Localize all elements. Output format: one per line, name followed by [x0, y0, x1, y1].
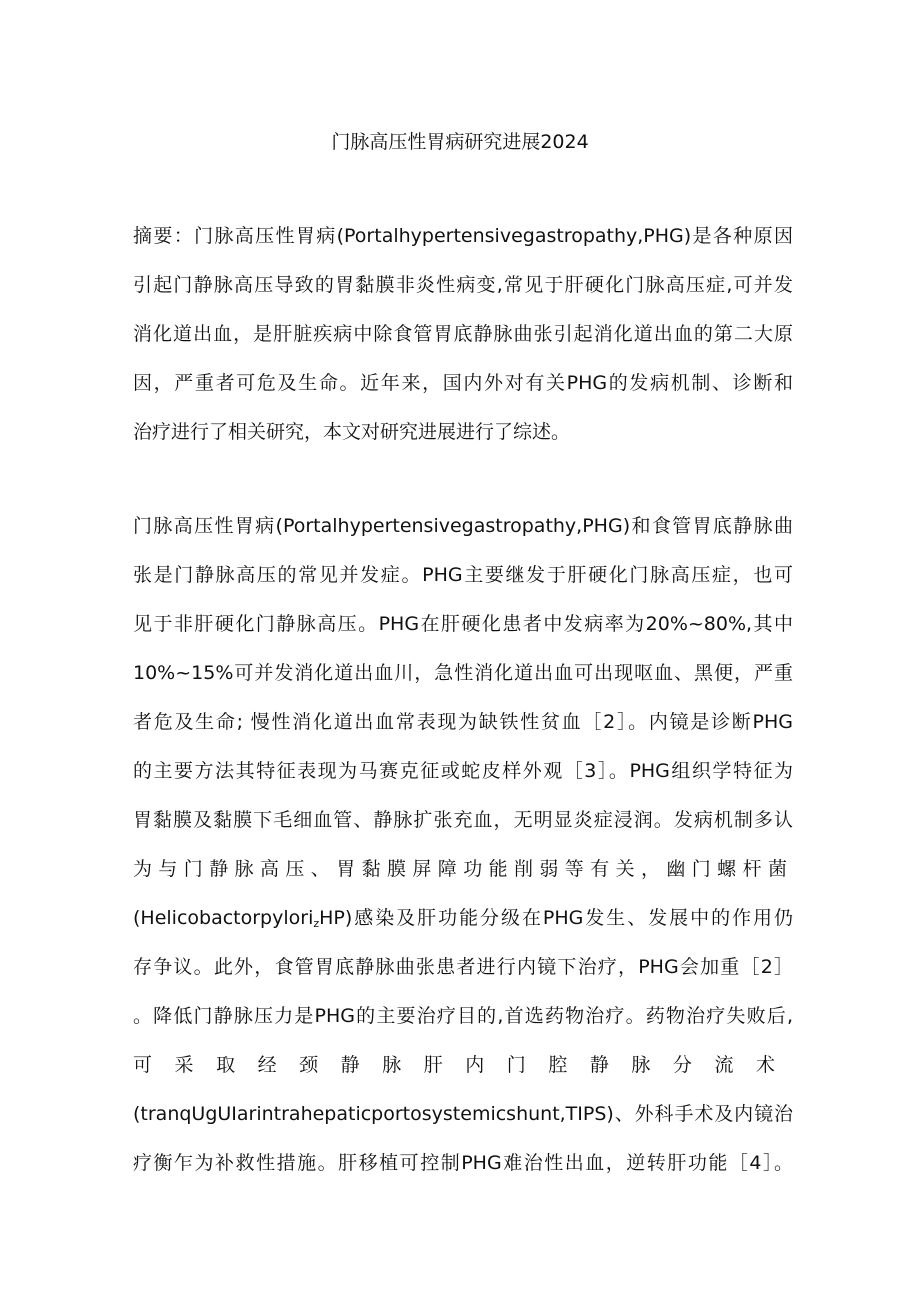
body-line: 10%~15%可并发消化道出血川，急性消化道出血可出现呕血、黑便，严重	[133, 662, 793, 684]
body-line: 。降低门静脉压力是PHG的主要治疗目的,首选药物治疗。药物治疗失败后,	[133, 1005, 793, 1027]
body-line: 门脉高压性胃病(Portalhypertensivegastropathy,PHG)和食管胃底静脉曲	[133, 515, 793, 537]
subscript: z	[313, 917, 320, 930]
body-line: 见于非肝硬化门静脉高压。PHG在肝硬化患者中发病率为20%~80%,其中	[133, 613, 793, 635]
body-line: 为与门静脉高压、胃黏膜屏障功能削弱等有关，幽门螺杆菌	[133, 858, 793, 880]
abstract-line: 消化道出血，是肝脏疾病中除食管胃底静脉曲张引起消化道出血的第二大原	[133, 323, 793, 345]
body-line: (tranqUgUIarintrahepaticportosystemicshunt,TIPS)、外科手术及内镜治	[133, 1103, 793, 1125]
body-line: 疗衡乍为补救性措施。肝移植可控制PHG难治性出血，逆转肝功能［4］。	[133, 1152, 793, 1174]
body-line: 的主要方法其特征表现为马赛克征或蛇皮样外观［3］。PHG组织学特征为	[133, 760, 793, 782]
body-line	[133, 904, 793, 938]
body-line: 胃黏膜及黏膜下毛细血管、静脉扩张充血，无明显炎症浸润。发病机制多认	[133, 809, 793, 831]
body-line: 者危及生命; 慢性消化道出血常表现为缺铁性贫血［2］。内镜是诊断PHG	[133, 711, 793, 733]
abstract-line: 因，严重者可危及生命。近年来，国内外对有关PHG的发病机制、诊断和	[133, 372, 793, 394]
body-line: 存争议。此外，食管胃底静脉曲张患者进行内镜下治疗，PHG会加重［2］	[133, 956, 793, 978]
abstract-line: 治疗进行了相关研究，本文对研究进展进行了综述。	[133, 421, 571, 443]
document-title: 门脉高压性胃病研究进展2024	[331, 131, 589, 153]
body-line-text: (Helicobactorpylori	[133, 907, 314, 929]
body-line: 张是门静脉高压的常见并发症。PHG主要继发于肝硬化门脉高压症，也可	[133, 564, 793, 586]
abstract-line: 引起门静脉高压导致的胃黏膜非炎性病变,常见于肝硬化门脉高压症,可并发	[133, 274, 793, 296]
body-line: 可采取经颈静脉肝内门腔静脉分流术	[133, 1054, 793, 1076]
abstract-line: 摘要：门脉高压性胃病(Portalhypertensivegastropathy,PHG)是各种原因	[133, 225, 793, 247]
body-line-text: HP)感染及肝功能分级在PHG发生、发展中的作用仍	[319, 907, 793, 929]
